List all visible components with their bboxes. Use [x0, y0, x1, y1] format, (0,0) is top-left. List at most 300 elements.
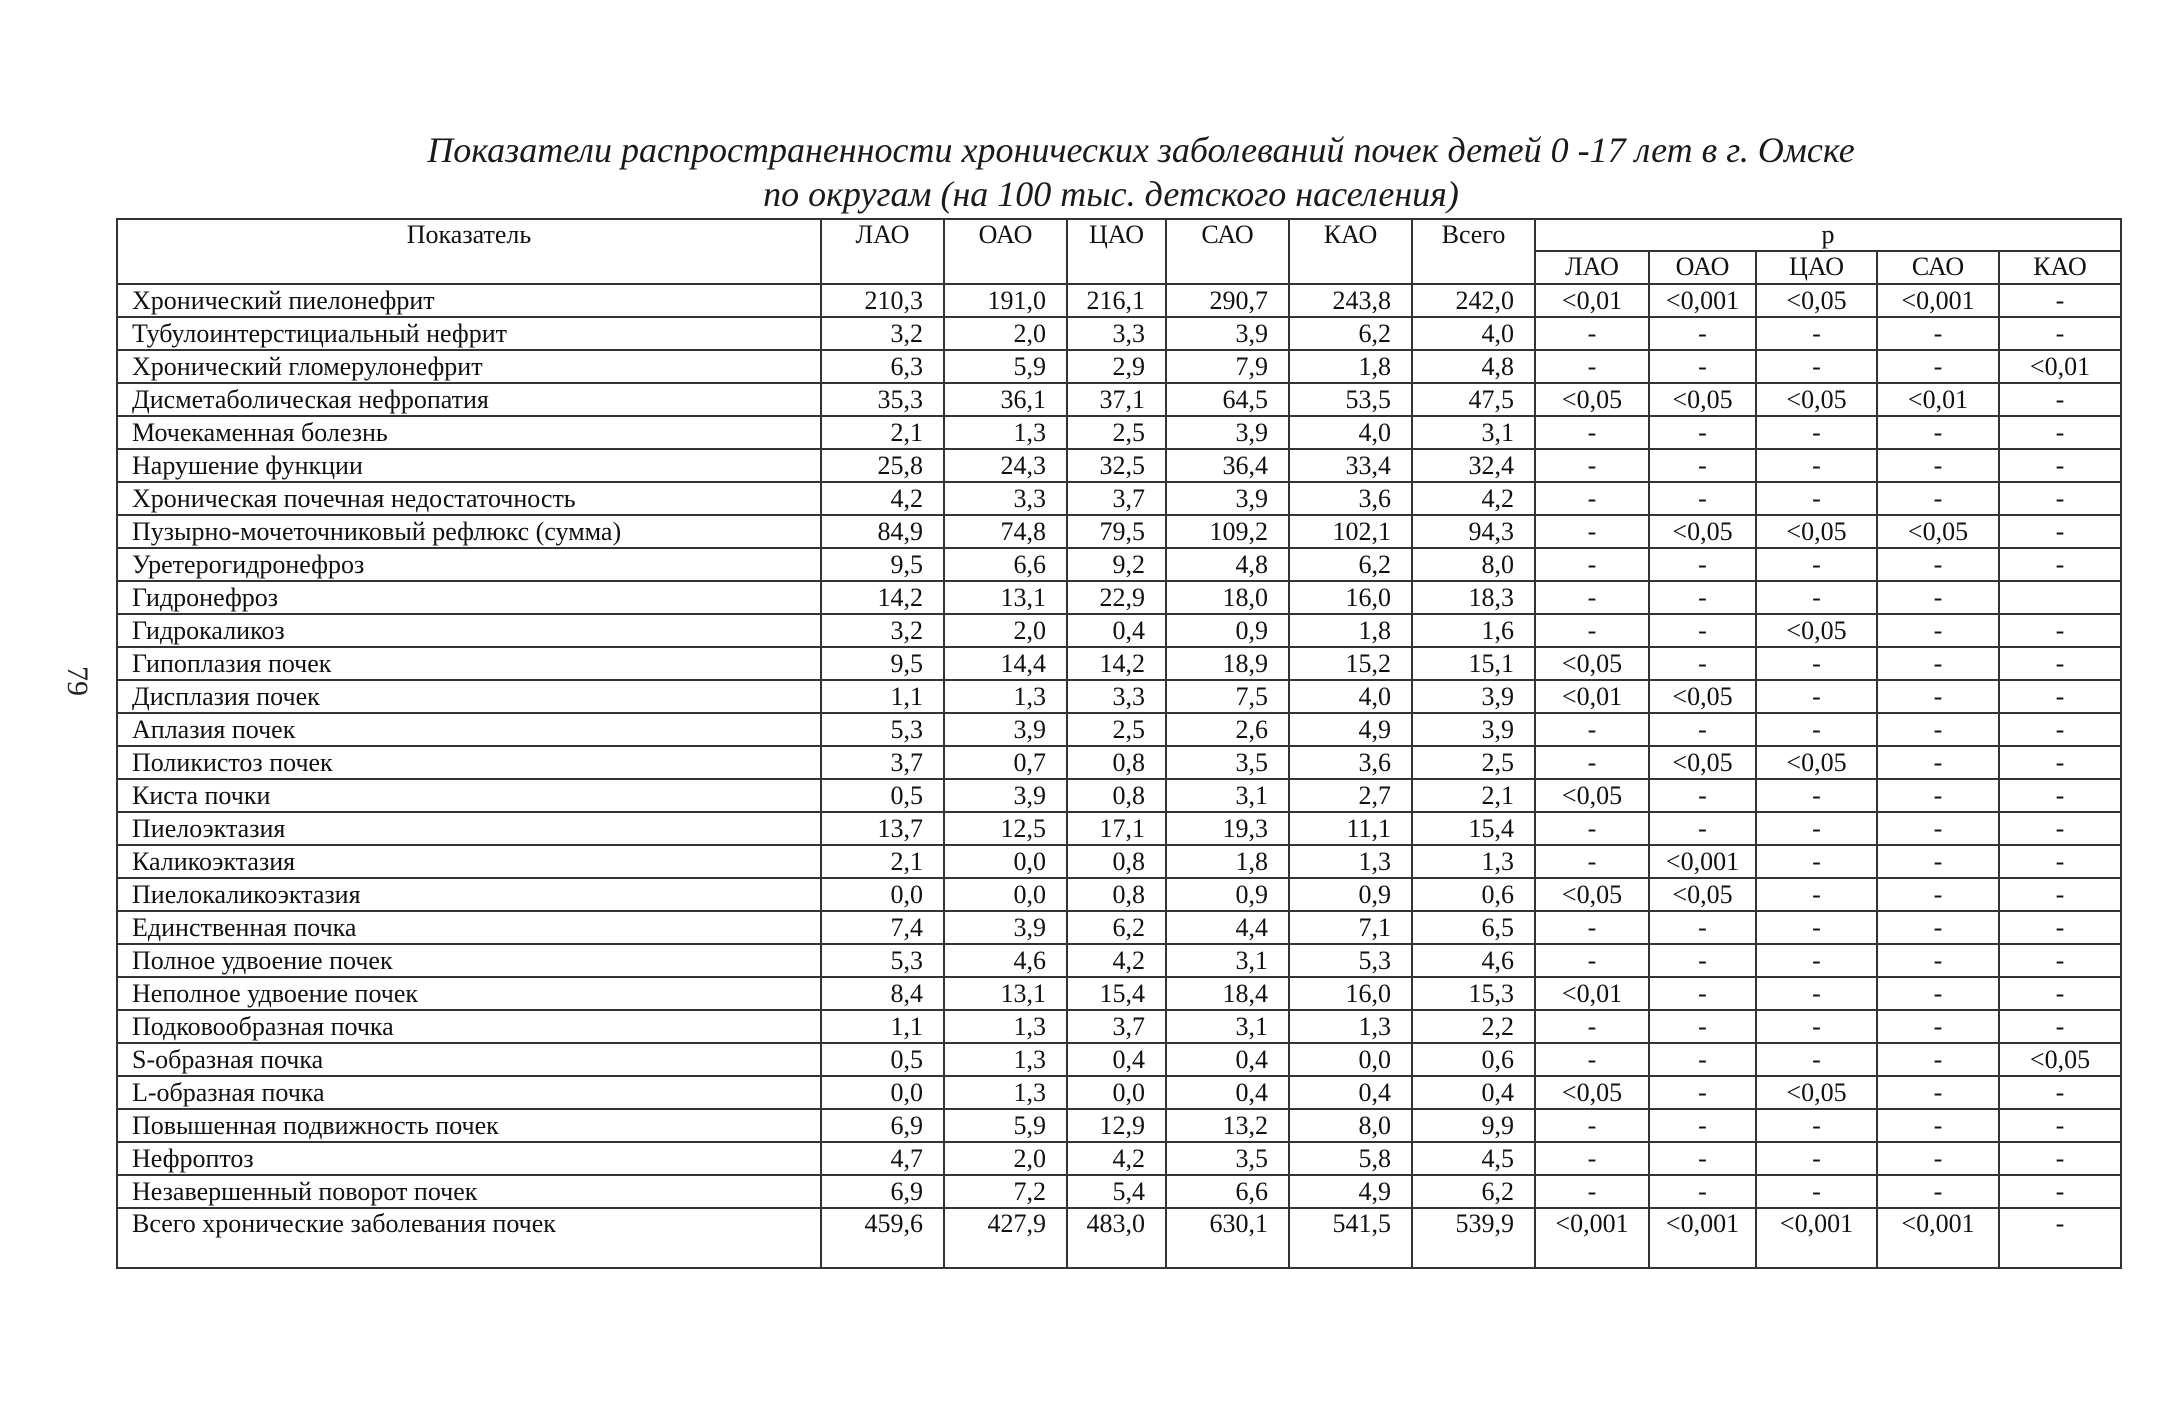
row-p-cell: - — [1999, 284, 2121, 317]
table-row — [117, 746, 2121, 779]
row-p-cell: - — [1535, 482, 1649, 515]
row-value-cell: 84,9 — [821, 515, 944, 548]
row-value-cell: 13,1 — [944, 581, 1067, 614]
row-indicator-name: Гипоплазия почек — [117, 647, 821, 680]
row-value-cell: 36,4 — [1166, 449, 1289, 482]
row-indicator-name: Повышенная подвижность почек — [117, 1109, 821, 1142]
row-value-cell: 0,8 — [1067, 845, 1166, 878]
row-p-cell: <0,01 — [1999, 350, 2121, 383]
row-indicator-name: Незавершенный поворот почек — [117, 1175, 821, 1208]
row-value-cell: 3,3 — [944, 482, 1067, 515]
row-value-cell: 3,9 — [944, 911, 1067, 944]
row-value-cell: 6,2 — [1289, 548, 1412, 581]
row-value-cell: 6,2 — [1067, 911, 1166, 944]
row-value-cell: 3,7 — [1067, 482, 1166, 515]
row-indicator-name: Дисметаболическая нефропатия — [117, 383, 821, 416]
row-value-cell: 6,5 — [1412, 911, 1535, 944]
header-p-group: p — [1535, 219, 2121, 251]
document-title — [0, 128, 2162, 216]
row-p-cell: <0,05 — [1649, 383, 1756, 416]
row-value-cell: 4,2 — [1412, 482, 1535, 515]
row-value-cell: 459,6 — [821, 1208, 944, 1268]
row-value-cell: 0,6 — [1412, 878, 1535, 911]
row-value-cell: 0,8 — [1067, 878, 1166, 911]
row-p-cell: - — [1649, 548, 1756, 581]
row-p-cell: - — [1877, 746, 1999, 779]
row-value-cell: 5,3 — [1289, 944, 1412, 977]
row-value-cell: 4,7 — [821, 1142, 944, 1175]
row-indicator-name: Киста почки — [117, 779, 821, 812]
row-p-cell: - — [1999, 680, 2121, 713]
table-row — [117, 779, 2121, 812]
row-indicator-name: Единственная почка — [117, 911, 821, 944]
row-p-cell: - — [1649, 416, 1756, 449]
row-p-cell: - — [1877, 779, 1999, 812]
row-p-cell: - — [1877, 647, 1999, 680]
row-value-cell: 3,6 — [1289, 746, 1412, 779]
row-value-cell: 13,1 — [944, 977, 1067, 1010]
table-row — [117, 944, 2121, 977]
row-p-cell: - — [1756, 845, 1877, 878]
row-value-cell: 3,9 — [944, 713, 1067, 746]
row-value-cell: 6,3 — [821, 350, 944, 383]
row-p-cell: - — [1999, 812, 2121, 845]
table-row — [117, 1208, 2121, 1268]
table-row — [117, 1142, 2121, 1175]
row-value-cell: 2,2 — [1412, 1010, 1535, 1043]
row-value-cell: 22,9 — [1067, 581, 1166, 614]
row-value-cell: 64,5 — [1166, 383, 1289, 416]
table-body — [117, 284, 2121, 1268]
row-p-cell: - — [1649, 1109, 1756, 1142]
row-indicator-name: Тубулоинтерстициальный нефрит — [117, 317, 821, 350]
row-value-cell: 18,9 — [1166, 647, 1289, 680]
row-value-cell: 7,1 — [1289, 911, 1412, 944]
row-value-cell: 0,0 — [1067, 1076, 1166, 1109]
row-p-cell: - — [1877, 878, 1999, 911]
row-value-cell: 1,8 — [1289, 350, 1412, 383]
row-p-cell: <0,001 — [1535, 1208, 1649, 1268]
row-value-cell: 25,8 — [821, 449, 944, 482]
row-p-cell: <0,05 — [1649, 746, 1756, 779]
row-p-cell: - — [1756, 1109, 1877, 1142]
row-value-cell: 4,4 — [1166, 911, 1289, 944]
row-p-cell: - — [1999, 1142, 2121, 1175]
row-value-cell: 15,1 — [1412, 647, 1535, 680]
table-row — [117, 383, 2121, 416]
row-indicator-name: Нефроптоз — [117, 1142, 821, 1175]
row-p-cell: - — [1756, 878, 1877, 911]
row-value-cell: 0,0 — [821, 878, 944, 911]
row-value-cell: 6,2 — [1412, 1175, 1535, 1208]
row-p-cell: <0,05 — [1756, 1076, 1877, 1109]
row-p-cell: - — [1999, 911, 2121, 944]
header-district: КАО — [1289, 219, 1412, 284]
row-value-cell: 8,0 — [1412, 548, 1535, 581]
row-p-cell: <0,001 — [1877, 284, 1999, 317]
page-number: 79 — [61, 666, 94, 696]
row-value-cell: 9,5 — [821, 647, 944, 680]
row-value-cell: 3,2 — [821, 317, 944, 350]
row-value-cell: 0,0 — [944, 845, 1067, 878]
row-value-cell: 0,4 — [1289, 1076, 1412, 1109]
row-value-cell: 1,3 — [944, 1076, 1067, 1109]
row-value-cell: 2,0 — [944, 1142, 1067, 1175]
row-indicator-name: Пиелоэктазия — [117, 812, 821, 845]
header-district: САО — [1166, 219, 1289, 284]
row-value-cell: 4,8 — [1412, 350, 1535, 383]
table-row — [117, 647, 2121, 680]
row-p-cell: - — [1649, 350, 1756, 383]
row-value-cell: 2,7 — [1289, 779, 1412, 812]
header-indicator: Показатель — [117, 219, 821, 284]
row-value-cell: 3,9 — [1166, 317, 1289, 350]
row-p-cell: - — [1649, 1010, 1756, 1043]
row-value-cell: 6,2 — [1289, 317, 1412, 350]
row-indicator-name: Подковообразная почка — [117, 1010, 821, 1043]
header-p-column: САО — [1877, 251, 1999, 284]
row-p-cell: - — [1877, 1076, 1999, 1109]
row-value-cell: 53,5 — [1289, 383, 1412, 416]
row-value-cell: 109,2 — [1166, 515, 1289, 548]
row-p-cell: <0,01 — [1535, 284, 1649, 317]
row-value-cell: 3,9 — [1412, 713, 1535, 746]
row-p-cell: - — [1999, 647, 2121, 680]
row-value-cell: 16,0 — [1289, 581, 1412, 614]
row-value-cell: 3,1 — [1166, 944, 1289, 977]
row-p-cell: <0,05 — [1756, 746, 1877, 779]
row-p-cell: <0,05 — [1535, 878, 1649, 911]
row-value-cell: 15,3 — [1412, 977, 1535, 1010]
row-indicator-name: Каликоэктазия — [117, 845, 821, 878]
row-value-cell: 3,2 — [821, 614, 944, 647]
row-p-cell: - — [1756, 680, 1877, 713]
row-p-cell: - — [1877, 350, 1999, 383]
row-value-cell: 1,3 — [944, 1010, 1067, 1043]
row-p-cell: - — [1877, 1043, 1999, 1076]
row-value-cell: 3,3 — [1067, 317, 1166, 350]
table-row — [117, 1010, 2121, 1043]
row-value-cell: 13,2 — [1166, 1109, 1289, 1142]
row-p-cell: <0,05 — [1999, 1043, 2121, 1076]
row-p-cell: - — [1999, 449, 2121, 482]
row-value-cell: 0,9 — [1166, 878, 1289, 911]
row-p-cell: <0,05 — [1756, 515, 1877, 548]
row-p-cell: - — [1535, 845, 1649, 878]
row-p-cell: - — [1999, 548, 2121, 581]
row-value-cell: 6,9 — [821, 1109, 944, 1142]
row-value-cell: 94,3 — [1412, 515, 1535, 548]
row-value-cell: 3,9 — [1166, 482, 1289, 515]
row-p-cell: - — [1756, 350, 1877, 383]
row-p-cell: - — [1877, 1109, 1999, 1142]
table-row — [117, 1076, 2121, 1109]
row-value-cell: 1,3 — [1412, 845, 1535, 878]
row-p-cell: - — [1999, 779, 2121, 812]
row-p-cell: - — [1756, 548, 1877, 581]
row-value-cell: 2,5 — [1067, 713, 1166, 746]
row-value-cell: 17,1 — [1067, 812, 1166, 845]
row-value-cell: 3,1 — [1166, 779, 1289, 812]
table-row — [117, 350, 2121, 383]
row-p-cell: <0,05 — [1649, 680, 1756, 713]
row-value-cell: 4,0 — [1289, 680, 1412, 713]
row-value-cell: 0,4 — [1067, 1043, 1166, 1076]
row-value-cell: 6,6 — [944, 548, 1067, 581]
row-p-cell: - — [1756, 911, 1877, 944]
row-p-cell: - — [1535, 713, 1649, 746]
row-p-cell: - — [1649, 812, 1756, 845]
row-value-cell: 13,7 — [821, 812, 944, 845]
row-p-cell: - — [1649, 779, 1756, 812]
row-p-cell: - — [1999, 416, 2121, 449]
row-p-cell: - — [1535, 812, 1649, 845]
row-indicator-name: Всего хронические заболевания почек — [117, 1208, 821, 1268]
row-indicator-name: Дисплазия почек — [117, 680, 821, 713]
row-value-cell: 3,7 — [1067, 1010, 1166, 1043]
table-row — [117, 1043, 2121, 1076]
row-p-cell — [1999, 581, 2121, 614]
table-row — [117, 1109, 2121, 1142]
row-value-cell: 5,9 — [944, 1109, 1067, 1142]
row-p-cell: <0,001 — [1877, 1208, 1999, 1268]
row-p-cell: - — [1999, 1208, 2121, 1268]
row-p-cell: - — [1535, 911, 1649, 944]
row-indicator-name: Поликистоз почек — [117, 746, 821, 779]
row-indicator-name: Мочекаменная болезнь — [117, 416, 821, 449]
row-value-cell: 3,9 — [944, 779, 1067, 812]
row-value-cell: 0,7 — [944, 746, 1067, 779]
row-p-cell: - — [1877, 812, 1999, 845]
row-p-cell: - — [1877, 317, 1999, 350]
row-value-cell: 216,1 — [1067, 284, 1166, 317]
row-value-cell: 102,1 — [1289, 515, 1412, 548]
row-value-cell: 1,3 — [1289, 1010, 1412, 1043]
row-p-cell: - — [1649, 647, 1756, 680]
row-p-cell: - — [1877, 977, 1999, 1010]
table-row — [117, 845, 2121, 878]
row-indicator-name: L-образная почка — [117, 1076, 821, 1109]
row-p-cell: - — [1999, 845, 2121, 878]
row-p-cell: - — [1535, 746, 1649, 779]
row-value-cell: 4,9 — [1289, 713, 1412, 746]
row-value-cell: 1,3 — [944, 680, 1067, 713]
row-value-cell: 15,4 — [1412, 812, 1535, 845]
row-value-cell: 191,0 — [944, 284, 1067, 317]
row-p-cell: - — [1756, 317, 1877, 350]
row-value-cell: 539,9 — [1412, 1208, 1535, 1268]
row-value-cell: 4,0 — [1412, 317, 1535, 350]
row-p-cell: - — [1649, 1076, 1756, 1109]
row-value-cell: 5,3 — [821, 713, 944, 746]
row-value-cell: 18,4 — [1166, 977, 1289, 1010]
row-value-cell: 0,4 — [1166, 1076, 1289, 1109]
row-p-cell: - — [1535, 614, 1649, 647]
row-value-cell: 8,4 — [821, 977, 944, 1010]
row-p-cell: - — [1999, 515, 2121, 548]
row-p-cell: - — [1649, 449, 1756, 482]
row-value-cell: 1,8 — [1289, 614, 1412, 647]
row-p-cell: - — [1535, 416, 1649, 449]
header-p-column: КАО — [1999, 251, 2121, 284]
row-p-cell: <0,01 — [1877, 383, 1999, 416]
row-value-cell: 4,6 — [944, 944, 1067, 977]
row-p-cell: - — [1756, 812, 1877, 845]
row-value-cell: 24,3 — [944, 449, 1067, 482]
table-row — [117, 680, 2121, 713]
row-indicator-name: Нарушение функции — [117, 449, 821, 482]
row-value-cell: 7,2 — [944, 1175, 1067, 1208]
header-p-column: ОАО — [1649, 251, 1756, 284]
row-value-cell: 7,4 — [821, 911, 944, 944]
row-value-cell: 0,5 — [821, 1043, 944, 1076]
row-value-cell: 2,6 — [1166, 713, 1289, 746]
row-value-cell: 14,4 — [944, 647, 1067, 680]
row-value-cell: 2,0 — [944, 317, 1067, 350]
row-p-cell: - — [1999, 383, 2121, 416]
row-p-cell: - — [1649, 944, 1756, 977]
row-value-cell: 32,4 — [1412, 449, 1535, 482]
row-value-cell: 630,1 — [1166, 1208, 1289, 1268]
header-p-column: ЛАО — [1535, 251, 1649, 284]
row-p-cell: - — [1877, 581, 1999, 614]
row-p-cell: - — [1756, 1142, 1877, 1175]
row-p-cell: - — [1535, 1175, 1649, 1208]
row-p-cell: <0,05 — [1535, 779, 1649, 812]
row-p-cell: <0,001 — [1649, 845, 1756, 878]
row-p-cell: <0,001 — [1649, 284, 1756, 317]
row-indicator-name: Хроническая почечная недостаточность — [117, 482, 821, 515]
row-value-cell: 3,9 — [1166, 416, 1289, 449]
row-p-cell: - — [1999, 977, 2121, 1010]
row-p-cell: - — [1649, 1043, 1756, 1076]
row-p-cell: - — [1999, 713, 2121, 746]
row-p-cell: - — [1877, 944, 1999, 977]
row-p-cell: - — [1999, 317, 2121, 350]
row-value-cell: 4,9 — [1289, 1175, 1412, 1208]
row-value-cell: 1,1 — [821, 1010, 944, 1043]
row-p-cell: - — [1877, 1010, 1999, 1043]
table-row — [117, 548, 2121, 581]
row-value-cell: 19,3 — [1166, 812, 1289, 845]
row-value-cell: 2,5 — [1067, 416, 1166, 449]
title-line-2: по округам (на 100 тыс. детского населения) — [763, 174, 1459, 214]
row-value-cell: 2,9 — [1067, 350, 1166, 383]
header-row — [117, 219, 2121, 251]
row-value-cell: 541,5 — [1289, 1208, 1412, 1268]
row-value-cell: 0,4 — [1412, 1076, 1535, 1109]
prevalence-table — [116, 218, 2122, 1269]
row-p-cell: - — [1535, 944, 1649, 977]
row-value-cell: 12,5 — [944, 812, 1067, 845]
row-p-cell: - — [1877, 614, 1999, 647]
row-value-cell: 2,0 — [944, 614, 1067, 647]
row-p-cell: - — [1756, 944, 1877, 977]
row-p-cell: - — [1649, 482, 1756, 515]
row-value-cell: 0,4 — [1067, 614, 1166, 647]
row-value-cell: 14,2 — [1067, 647, 1166, 680]
row-p-cell: - — [1535, 350, 1649, 383]
row-value-cell: 3,5 — [1166, 746, 1289, 779]
row-p-cell: - — [1756, 1043, 1877, 1076]
row-value-cell: 1,3 — [1289, 845, 1412, 878]
row-p-cell: - — [1999, 878, 2121, 911]
row-indicator-name: Пузырно-мочеточниковый рефлюкс (сумма) — [117, 515, 821, 548]
row-value-cell: 0,8 — [1067, 779, 1166, 812]
row-p-cell: - — [1756, 647, 1877, 680]
row-p-cell: - — [1649, 614, 1756, 647]
row-p-cell: - — [1999, 1175, 2121, 1208]
row-p-cell: - — [1877, 548, 1999, 581]
row-p-cell: - — [1649, 1175, 1756, 1208]
row-value-cell: 2,5 — [1412, 746, 1535, 779]
row-value-cell: 483,0 — [1067, 1208, 1166, 1268]
table-row — [117, 614, 2121, 647]
row-value-cell: 3,1 — [1412, 416, 1535, 449]
row-p-cell: - — [1877, 911, 1999, 944]
row-value-cell: 0,0 — [944, 878, 1067, 911]
row-indicator-name: Хронический гломерулонефрит — [117, 350, 821, 383]
row-p-cell: <0,05 — [1649, 878, 1756, 911]
row-p-cell: - — [1999, 944, 2121, 977]
row-value-cell: 47,5 — [1412, 383, 1535, 416]
table-row — [117, 581, 2121, 614]
row-value-cell: 1,8 — [1166, 845, 1289, 878]
table-row — [117, 812, 2121, 845]
row-value-cell: 32,5 — [1067, 449, 1166, 482]
row-value-cell: 36,1 — [944, 383, 1067, 416]
row-indicator-name: Хронический пиелонефрит — [117, 284, 821, 317]
row-p-cell: - — [1756, 482, 1877, 515]
header-district: ОАО — [944, 219, 1067, 284]
row-p-cell: - — [1535, 449, 1649, 482]
row-value-cell: 1,3 — [944, 1043, 1067, 1076]
row-p-cell: - — [1756, 581, 1877, 614]
row-value-cell: 3,3 — [1067, 680, 1166, 713]
table-row — [117, 317, 2121, 350]
table-row — [117, 878, 2121, 911]
row-value-cell: 5,4 — [1067, 1175, 1166, 1208]
row-p-cell: - — [1649, 581, 1756, 614]
row-indicator-name: S-образная почка — [117, 1043, 821, 1076]
row-p-cell: - — [1535, 1043, 1649, 1076]
row-p-cell: - — [1535, 515, 1649, 548]
row-p-cell: <0,05 — [1535, 1076, 1649, 1109]
row-value-cell: 427,9 — [944, 1208, 1067, 1268]
row-value-cell: 5,3 — [821, 944, 944, 977]
row-p-cell: <0,05 — [1877, 515, 1999, 548]
row-p-cell: - — [1756, 1175, 1877, 1208]
table-row — [117, 482, 2121, 515]
row-value-cell: 2,1 — [1412, 779, 1535, 812]
row-value-cell: 12,9 — [1067, 1109, 1166, 1142]
header-district: ЛАО — [821, 219, 944, 284]
row-p-cell: - — [1535, 1142, 1649, 1175]
row-p-cell: - — [1756, 779, 1877, 812]
header-district: ЦАО — [1067, 219, 1166, 284]
table-row — [117, 977, 2121, 1010]
row-value-cell: 7,5 — [1166, 680, 1289, 713]
row-value-cell: 3,1 — [1166, 1010, 1289, 1043]
row-value-cell: 18,3 — [1412, 581, 1535, 614]
row-p-cell: - — [1877, 1142, 1999, 1175]
row-p-cell: - — [1999, 1109, 2121, 1142]
row-p-cell: - — [1999, 1010, 2121, 1043]
row-value-cell: 4,2 — [821, 482, 944, 515]
row-indicator-name: Гидронефроз — [117, 581, 821, 614]
row-value-cell: 0,9 — [1289, 878, 1412, 911]
row-value-cell: 5,8 — [1289, 1142, 1412, 1175]
